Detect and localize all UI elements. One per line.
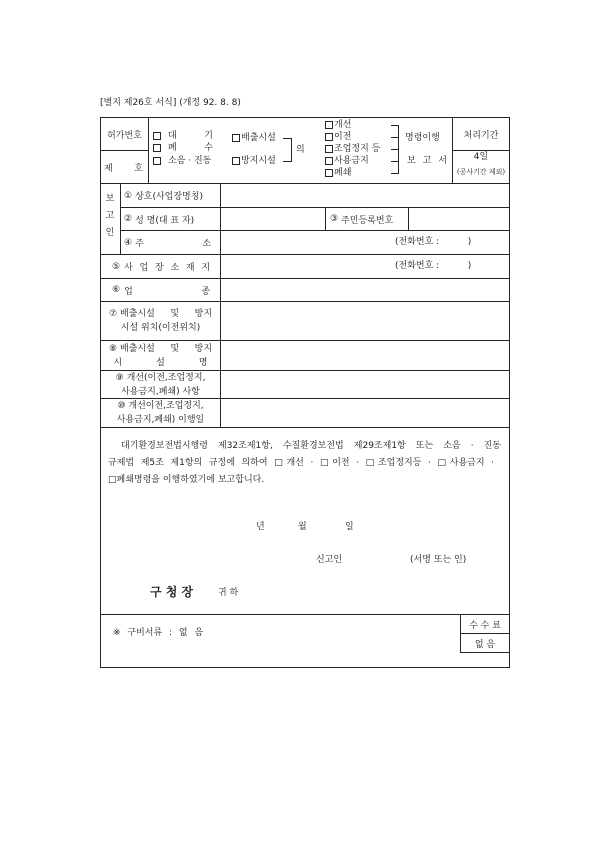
site-address-label bbox=[101, 255, 220, 278]
facility-option-label: 방지시설 bbox=[241, 156, 276, 166]
field-number: ⑧ bbox=[108, 343, 118, 354]
media-option-air bbox=[153, 131, 213, 141]
resident-number-label bbox=[326, 208, 408, 230]
label-line bbox=[109, 342, 212, 356]
checkbox bbox=[153, 144, 161, 152]
form-title-line1: 명령이행 bbox=[405, 133, 440, 143]
fee-value: 없 음 bbox=[474, 639, 496, 650]
table-rule bbox=[100, 427, 509, 428]
field-number: ⑦ bbox=[108, 309, 118, 319]
permit-number-suffix: 호 bbox=[134, 163, 143, 174]
field-label: 상호(사업장명칭) bbox=[135, 192, 203, 202]
required-documents-note: ※ 구비서류 : 없 음 bbox=[113, 628, 204, 638]
field-label: 시 설 명 bbox=[113, 357, 208, 368]
field-label: 배출시설 및 방지 bbox=[120, 309, 213, 319]
address-label bbox=[121, 231, 220, 254]
representative-label bbox=[121, 208, 220, 230]
completion-date-label bbox=[101, 399, 220, 427]
field-label: 주민등록번호 bbox=[341, 215, 394, 226]
label-line bbox=[117, 399, 203, 413]
field-number: ⑥ bbox=[112, 285, 121, 295]
permit-number-prefix: 제 bbox=[104, 163, 113, 174]
facility-option-emission bbox=[232, 133, 276, 143]
media-option-noise-vibration bbox=[153, 156, 211, 166]
processing-period-note: (공사기간 제외) bbox=[456, 168, 506, 176]
order-option-suspension bbox=[325, 144, 380, 154]
fee-label: 수 수 료 bbox=[469, 620, 501, 631]
order-details-value-cell bbox=[221, 371, 509, 398]
media-option-label: 대 기 bbox=[168, 131, 213, 141]
field-label: 주 소 bbox=[135, 239, 212, 249]
field-label: 성 명(대 표 자) bbox=[135, 215, 195, 226]
facility-bracket bbox=[283, 138, 292, 162]
business-type-label bbox=[101, 279, 220, 301]
order-bracket-tick bbox=[391, 149, 399, 150]
checkbox bbox=[325, 169, 333, 177]
table-rule-vertical bbox=[148, 117, 149, 183]
checkbox bbox=[325, 121, 333, 129]
business-type-value-cell bbox=[221, 279, 509, 301]
order-option-label: 폐쇄 bbox=[334, 168, 352, 178]
media-option-label: 소음 · 진동 bbox=[168, 156, 212, 166]
facility-name-label bbox=[101, 341, 220, 370]
reporter-group-label: 보 고 인 bbox=[105, 194, 115, 238]
facility-option-prevention bbox=[232, 156, 276, 166]
field-number: ① bbox=[124, 190, 133, 201]
statement-line: □폐쇄명령을 이행하였기에 보고합니다. bbox=[108, 475, 265, 485]
field-label: 개선(이전,조업정지, bbox=[126, 372, 206, 383]
order-option-label: 사용금지 bbox=[334, 156, 369, 166]
signature-note: (서명 또는 인) bbox=[410, 555, 467, 565]
order-option-closure bbox=[325, 168, 351, 178]
addressee-suffix: 귀 하 bbox=[218, 588, 239, 598]
field-number: ⑤ bbox=[112, 261, 121, 272]
field-number: ③ bbox=[330, 214, 339, 224]
completion-date-value-cell bbox=[221, 399, 509, 427]
checkbox bbox=[325, 157, 333, 165]
checkbox bbox=[325, 133, 333, 141]
permit-number-label: 허가번호 bbox=[107, 130, 142, 141]
order-bracket-tick bbox=[391, 161, 399, 162]
order-details-label bbox=[101, 371, 220, 398]
facility-location-value-cell bbox=[221, 302, 509, 340]
address-phone: (전화번호 : ) bbox=[395, 237, 472, 247]
date-day-label: 일 bbox=[345, 522, 354, 532]
business-name-value-cell bbox=[221, 184, 509, 207]
reporter-signature-label: 신고인 bbox=[316, 555, 343, 565]
order-bracket-tick bbox=[391, 137, 399, 138]
facility-location-label bbox=[101, 302, 220, 340]
order-option-label: 조업정지 등 bbox=[334, 144, 381, 154]
permit-number-field bbox=[101, 151, 148, 183]
date-year-label: 년 bbox=[256, 522, 265, 532]
checkbox bbox=[232, 157, 240, 165]
connector-text: 의 bbox=[296, 145, 305, 155]
table-rule bbox=[452, 150, 509, 151]
field-number: ② bbox=[124, 214, 133, 224]
label-line: 사용금지,폐쇄) 이행일 bbox=[116, 415, 205, 425]
label-line: 시설 위치(이전위치) bbox=[120, 323, 201, 333]
checkbox bbox=[232, 134, 240, 142]
order-option-label: 개선 bbox=[334, 120, 352, 130]
statement-line: 규제법 제5조 제1항의 규정에 의하여 □개선 · □이전 · □조업정지등 · □사용금지 · bbox=[108, 458, 494, 468]
checkbox bbox=[153, 132, 161, 140]
resident-number-value-cell bbox=[409, 208, 509, 230]
field-label: 개선이전,조업정지, bbox=[128, 401, 204, 411]
representative-value-cell bbox=[221, 208, 325, 230]
facility-name-value-cell bbox=[221, 341, 509, 370]
business-name-label bbox=[121, 184, 220, 207]
field-label: 배출시설 및 방지 bbox=[120, 343, 213, 354]
label-line: 사용금지,폐쇄) 사항 bbox=[121, 386, 200, 397]
facility-option-label: 배출시설 bbox=[241, 133, 276, 143]
field-label: 사 업 장 소 재 지 bbox=[124, 263, 211, 273]
field-number: ④ bbox=[124, 237, 133, 248]
order-option-improvement bbox=[325, 120, 351, 130]
form-code: [별지 제26호 서식] (개정 92. 8. 8) bbox=[100, 98, 241, 108]
addressee: 구 청 장 bbox=[150, 585, 194, 599]
table-rule bbox=[100, 614, 509, 615]
field-label: 업 종 bbox=[124, 286, 211, 297]
table-rule bbox=[460, 652, 509, 653]
media-option-wastewater bbox=[153, 143, 213, 153]
media-option-label: 폐 수 bbox=[168, 143, 213, 153]
processing-period-label: 처리기간 bbox=[463, 130, 499, 141]
order-option-use-ban bbox=[325, 156, 369, 166]
field-number: ⑨ bbox=[115, 372, 124, 383]
label-line bbox=[109, 307, 212, 321]
date-month-label: 월 bbox=[298, 522, 307, 532]
processing-period-days: 4일 bbox=[473, 152, 489, 162]
order-option-relocation bbox=[325, 132, 351, 142]
label-line bbox=[114, 356, 208, 370]
checkbox bbox=[325, 145, 333, 153]
statement-line: 대기환경보전법시행령 제32조제1항, 수질환경보전법 제29조제1항 또는 소음 · 진동 bbox=[121, 441, 501, 451]
form-title-line2: 보 고 서 bbox=[407, 156, 447, 166]
field-number: ⑩ bbox=[117, 401, 126, 411]
order-option-label: 이전 bbox=[334, 132, 352, 142]
checkbox bbox=[153, 157, 161, 165]
site-address-phone: (전화번호 : ) bbox=[395, 261, 472, 271]
label-line bbox=[116, 371, 206, 385]
